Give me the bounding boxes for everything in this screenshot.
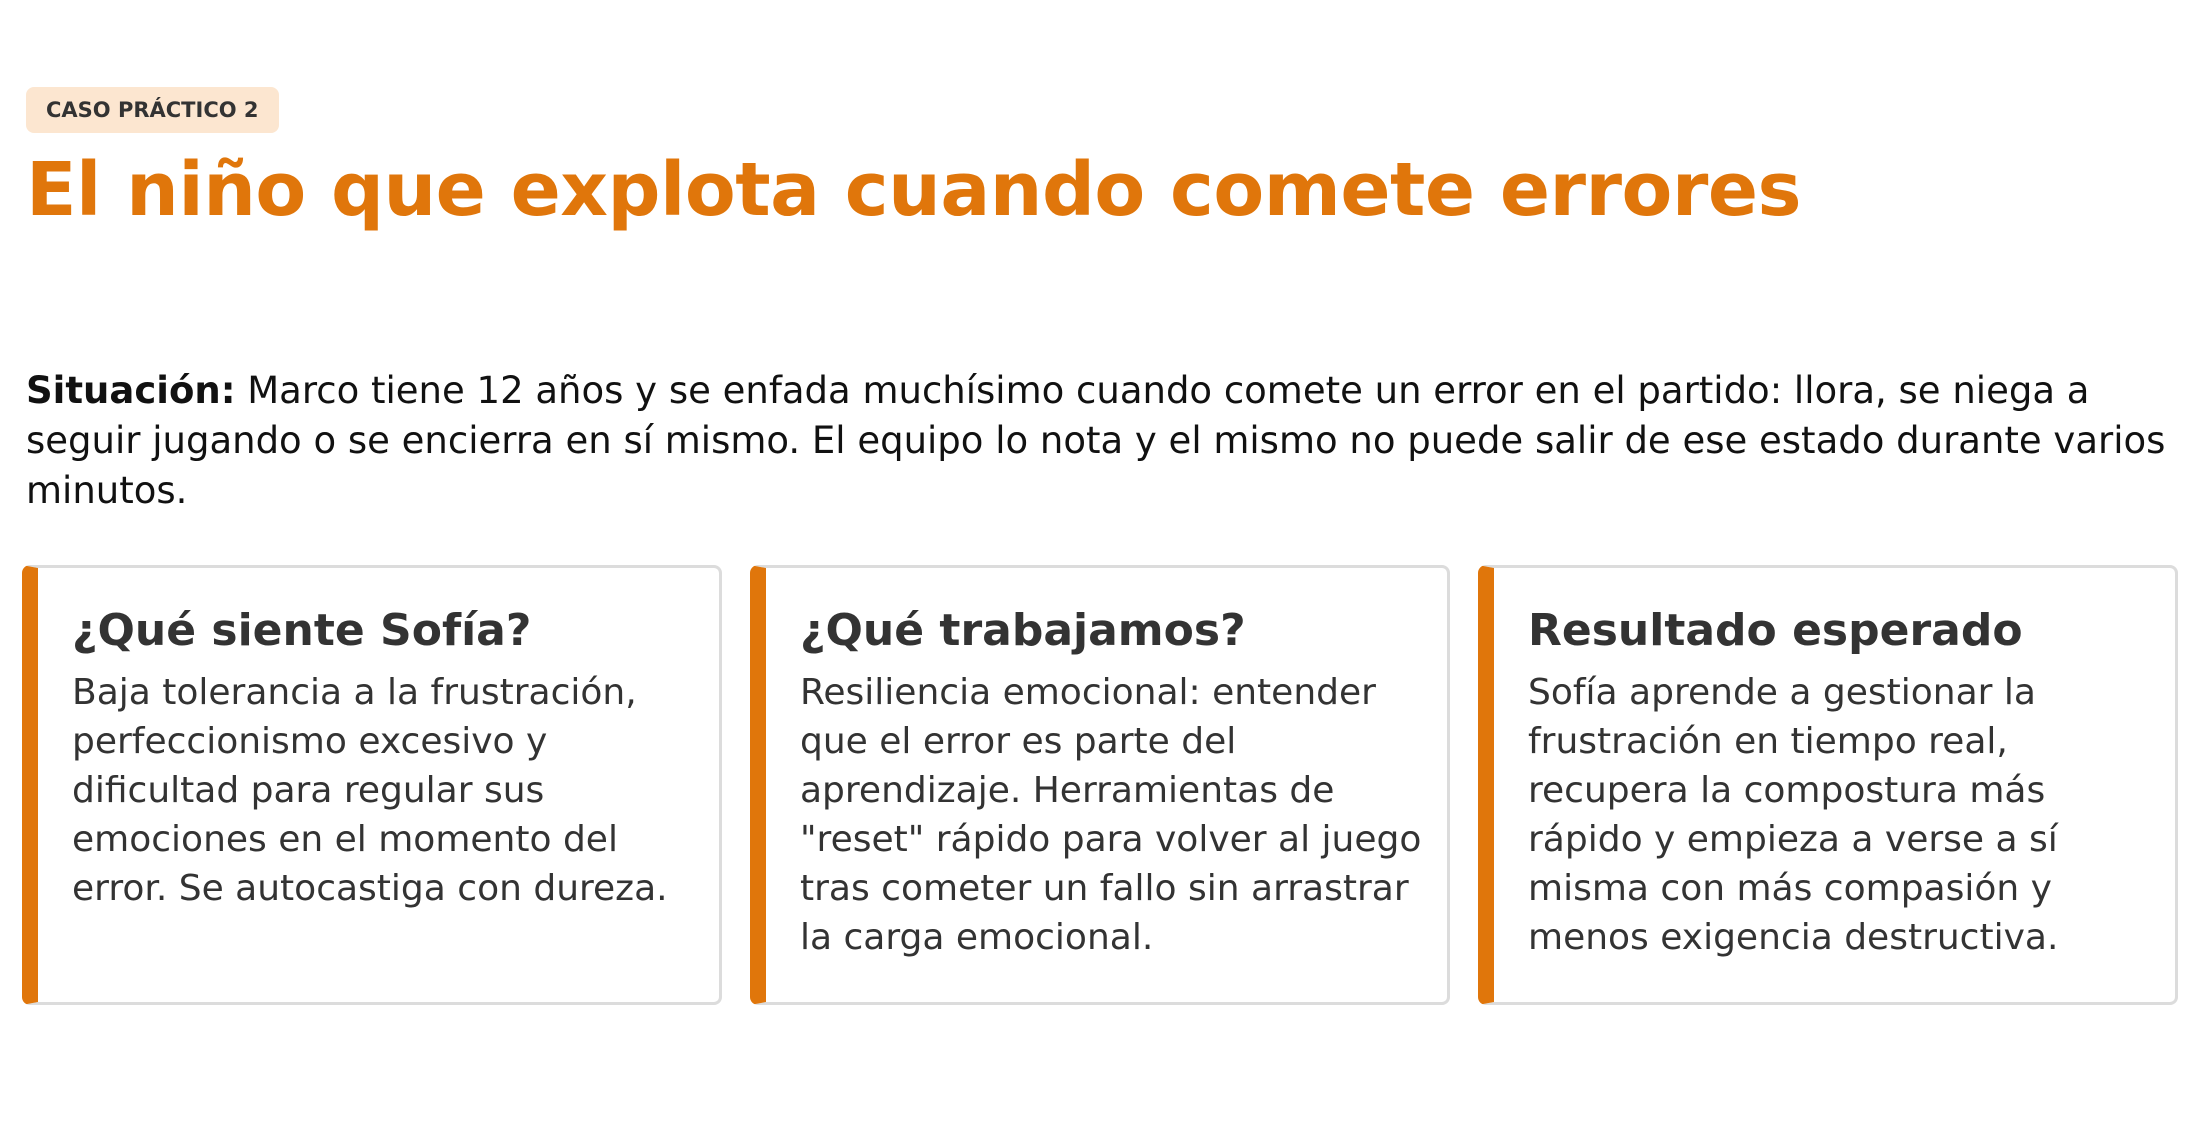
- page-title: El niño que explota cuando comete errores: [26, 147, 1802, 233]
- card-title: Resultado esperado: [1528, 605, 2023, 656]
- situation-label: Situación:: [26, 369, 236, 412]
- situation-paragraph: [26, 366, 2176, 516]
- card-result: [1478, 565, 2178, 1005]
- card-feelings: [22, 565, 722, 1005]
- card-body: Resiliencia emocional: entender que el error es parte del aprendizaje. Herramientas de "reset" rápido para volver al juego tras cometer un fallo sin arrastrar la carga emocional.: [800, 672, 1422, 958]
- card-title: ¿Qué trabajamos?: [800, 605, 1246, 656]
- card-body: Baja tolerancia a la frustración, perfeccionismo excesivo y dificultad para regular sus emociones en el momento del error. Se autocastiga con dureza.: [72, 672, 668, 909]
- cards-row: [22, 565, 2178, 1005]
- card-title: ¿Qué siente Sofía?: [72, 605, 532, 656]
- card-work: [750, 565, 1450, 1005]
- case-badge: CASO PRÁCTICO 2: [26, 87, 279, 133]
- situation-text: Marco tiene 12 años y se enfada muchísimo cuando comete un error en el partido: llora, se niega a seguir jugando o se encierra en sí mismo. El equipo lo nota y el mismo no puede salir de ese estado durante varios minutos.: [26, 369, 2166, 512]
- card-body: Sofía aprende a gestionar la frustración en tiempo real, recupera la compostura más rápido y empieza a verse a sí misma con más compasión y menos exigencia destructiva.: [1528, 672, 2059, 958]
